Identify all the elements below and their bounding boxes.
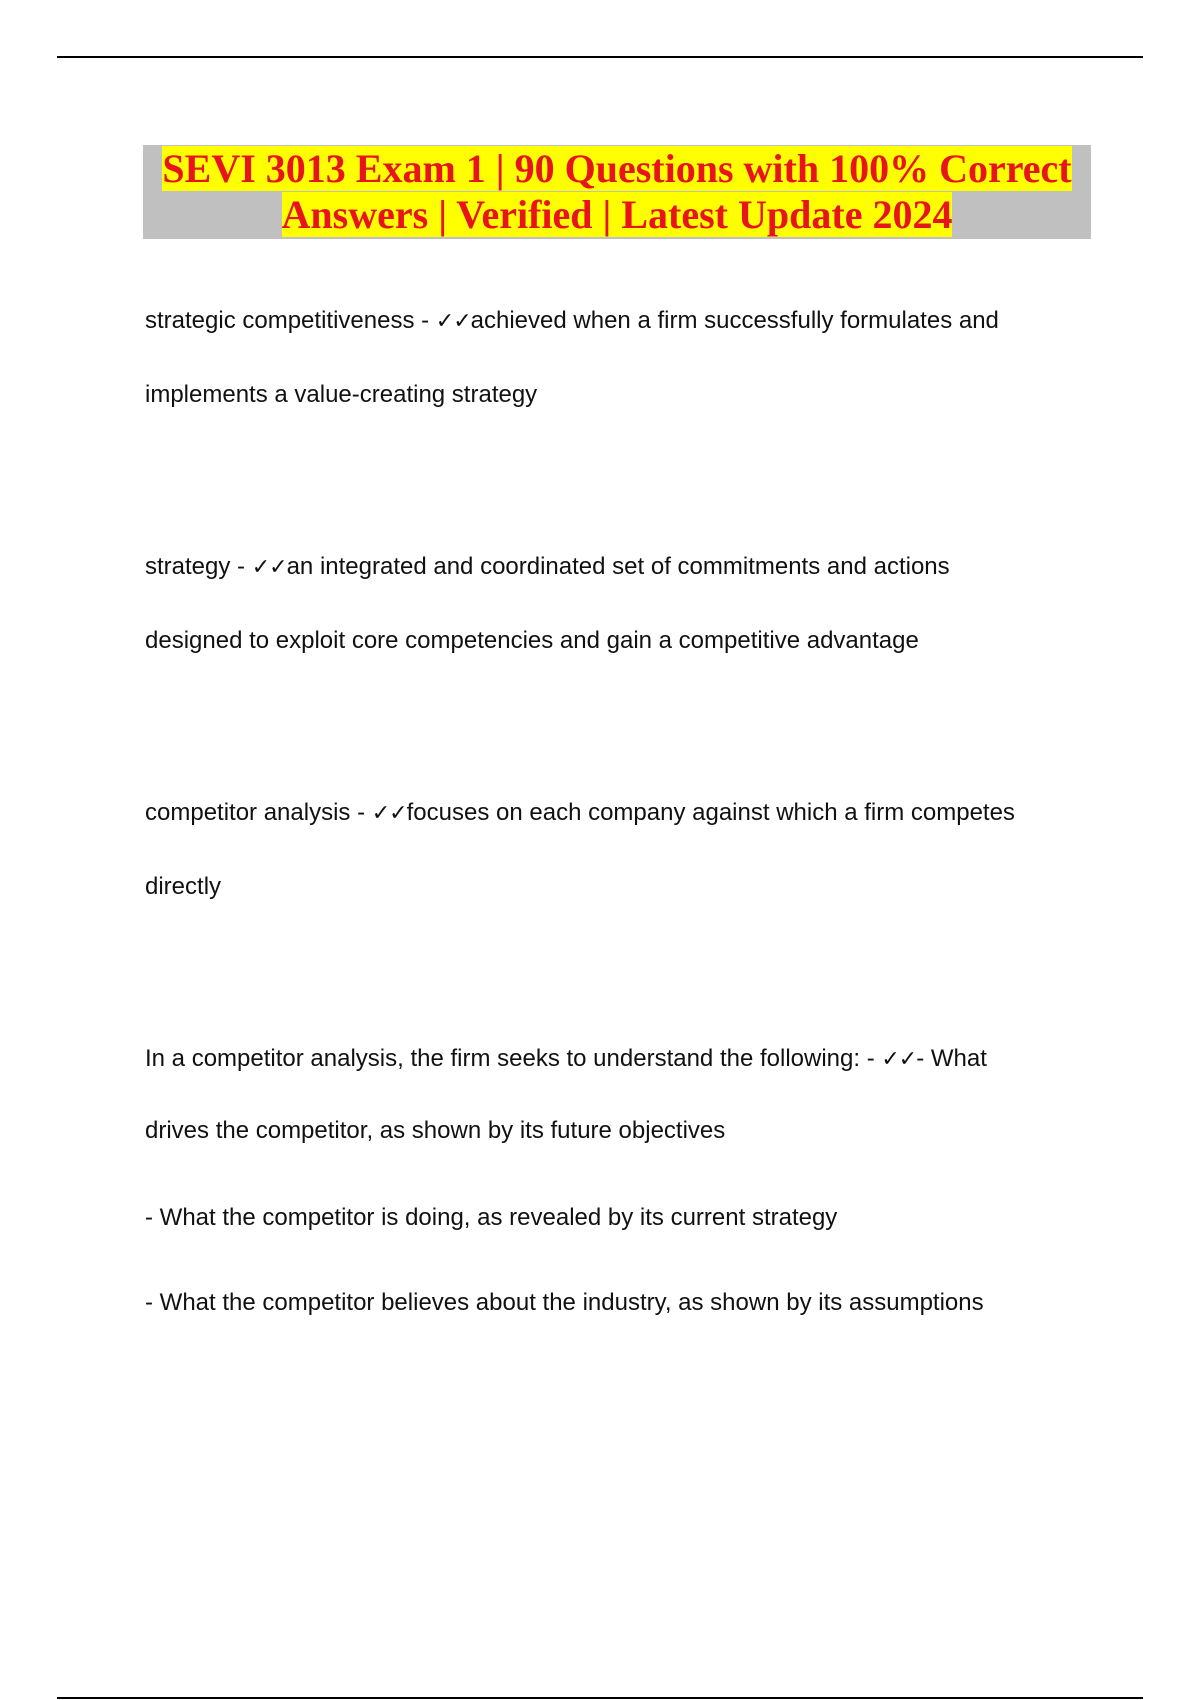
answer-text: directly (145, 873, 222, 900)
entry-line (145, 309, 1105, 334)
entry-line (145, 555, 1105, 580)
check-icon: ✓✓ (371, 801, 407, 826)
term: competitor analysis - (145, 799, 372, 826)
answer-text: designed to exploit core competencies and gain a competitive advantage (145, 627, 919, 654)
answer-text: achieved when a firm successfully formulates and (470, 307, 999, 334)
qa-entry (145, 555, 1105, 653)
answer-text: - What (916, 1045, 987, 1072)
term: strategic competitiveness - (145, 307, 436, 334)
bottom-rule (57, 1697, 1143, 1699)
answer-text: drives the competitor, as shown by its future objectives (145, 1117, 726, 1144)
qa-entry (145, 1047, 1105, 1315)
entry-line (145, 1047, 1105, 1072)
top-rule (57, 56, 1143, 58)
title-line-1: SEVI 3013 Exam 1 | 90 Questions with 100% Correct (162, 146, 1072, 191)
check-icon: ✓✓ (881, 1047, 917, 1072)
document-title (143, 145, 1091, 239)
check-icon: ✓✓ (435, 309, 471, 334)
answer-text: an integrated and coordinated set of commitments and actions (286, 553, 950, 580)
entry-line (145, 801, 1105, 826)
title-line-2: Answers | Verified | Latest Update 2024 (281, 192, 953, 237)
qa-entry (145, 309, 1105, 407)
answer-text: - What the competitor believes about the industry, as shown by its assumptions (145, 1289, 984, 1316)
answer-text: - What the competitor is doing, as revealed by its current strategy (145, 1204, 838, 1231)
term: strategy - (145, 553, 252, 580)
answer-text: implements a value-creating strategy (145, 381, 538, 408)
qa-entry (145, 801, 1105, 899)
answer-text: focuses on each company against which a firm competes (406, 799, 1015, 826)
term: In a competitor analysis, the firm seeks to understand the following: - (145, 1045, 882, 1072)
check-icon: ✓✓ (251, 555, 287, 580)
